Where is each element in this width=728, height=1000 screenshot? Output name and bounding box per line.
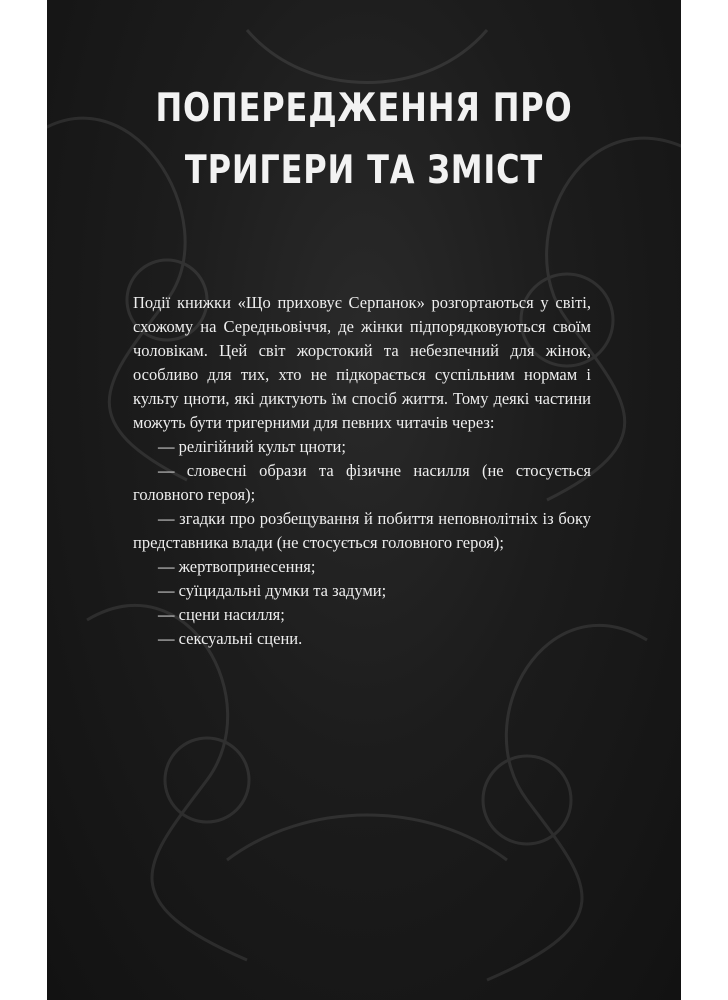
list-item: — сцени насилля; <box>158 605 285 624</box>
list-item: — жертвопринесення; <box>158 557 316 576</box>
list-item: — сексуальні сцени. <box>158 629 303 648</box>
book-page <box>47 0 681 1000</box>
list-item: — релігійний культ цноти; <box>158 437 346 456</box>
page-title <box>104 78 624 202</box>
title-line-2: ТРИГЕРИ ТА ЗМІСТ <box>184 148 544 193</box>
title-line-1: ПОПЕРЕДЖЕННЯ ПРО <box>155 86 573 131</box>
trigger-list <box>133 435 591 651</box>
list-item: — суїцидальні думки та задуми; <box>158 581 387 600</box>
list-item: — згадки про розбещування й побиття неповнолітніх із боку представника влади (не стосується головного героя); <box>133 509 591 552</box>
warning-text <box>133 291 591 651</box>
intro-paragraph: Події книжки «Що приховує Серпанок» розгортаються у світі, схожому на Середньовіччя, де жінки підпорядковуються своїм чоловікам. Цей світ жорстокий та небезпечний для жінок, особливо для тих, хто не підкорається суспільним нормам і культу цноти, які диктують їм спосіб життя. Тому деякі частини можуть бути тригерними для певних читачів через: <box>133 293 591 432</box>
list-item: — словесні образи та фізичне насилля (не стосується головного героя); <box>133 461 591 504</box>
